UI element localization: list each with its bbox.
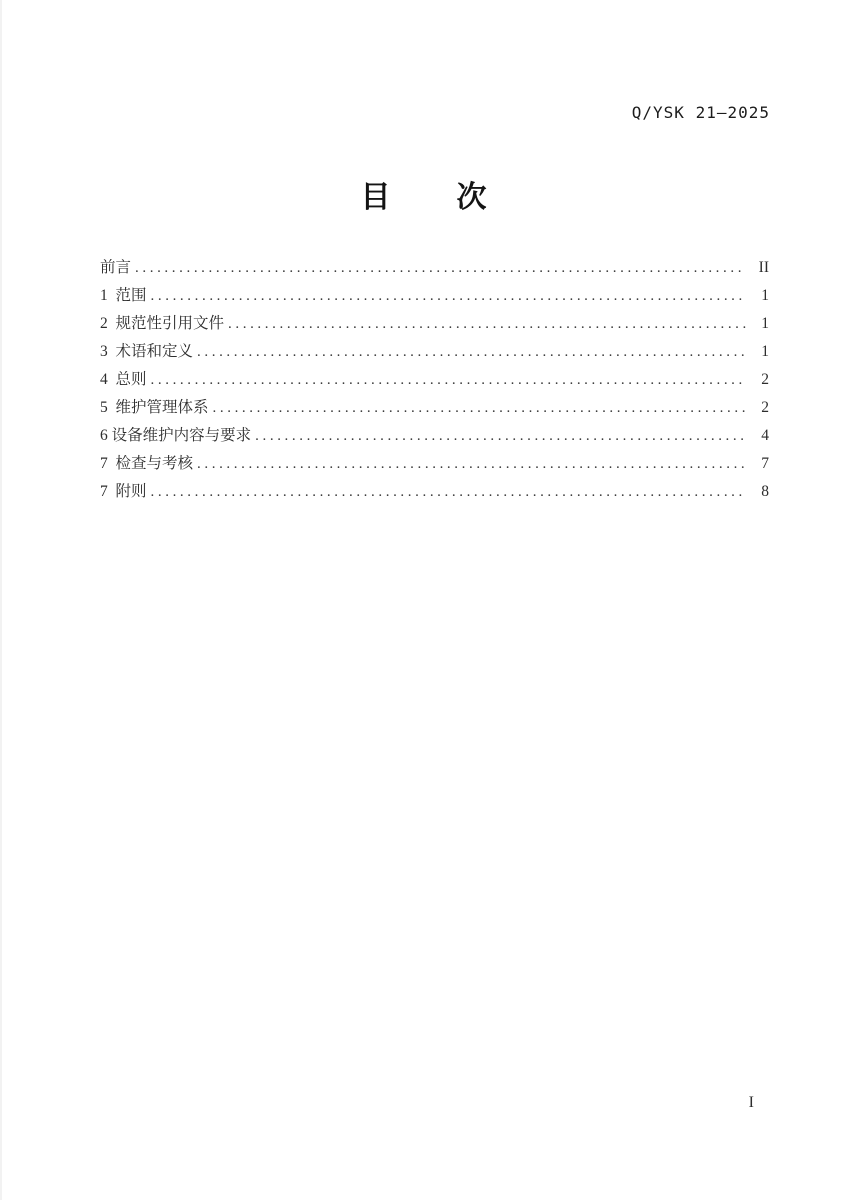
toc-entry-label: 6 设备维护内容与要求	[100, 427, 252, 444]
toc-entry-page-number: 2	[761, 371, 769, 388]
toc-entry	[100, 450, 769, 478]
toc-entry-page-number: 2	[761, 399, 769, 416]
toc-dot-leader	[135, 254, 746, 282]
toc-entry-page-number: 1	[761, 287, 769, 304]
toc-entry-label: 4 总则	[100, 371, 147, 388]
toc-entry-label: 3 术语和定义	[100, 343, 194, 360]
page-number-footer: I	[748, 1094, 754, 1111]
toc-list	[100, 254, 769, 506]
toc-title: 目 次	[360, 181, 489, 214]
toc-dot-leader	[151, 282, 746, 310]
standard-code-header: Q/YSK 21—2025	[631, 103, 770, 122]
toc-entry-page-number: II	[758, 259, 769, 276]
toc-entry-label: 7 检查与考核	[100, 455, 194, 472]
toc-entry-label: 1 范围	[100, 287, 147, 304]
toc-entry	[100, 254, 769, 282]
toc-entry-page-number: 4	[761, 427, 769, 444]
toc-entry	[100, 366, 769, 394]
toc-dot-leader	[197, 450, 746, 478]
toc-dot-leader	[228, 310, 746, 338]
toc-entry	[100, 422, 769, 450]
toc-entry	[100, 310, 769, 338]
toc-entry-label: 2 规范性引用文件	[100, 315, 225, 332]
toc-entry-page-number: 7	[761, 455, 769, 472]
toc-dot-leader	[255, 422, 746, 450]
toc-dot-leader	[151, 478, 746, 506]
toc-dot-leader	[197, 338, 746, 366]
toc-dot-leader	[151, 366, 746, 394]
toc-entry	[100, 338, 769, 366]
toc-entry	[100, 282, 769, 310]
toc-entry-label: 7 附则	[100, 483, 147, 500]
toc-entry-page-number: 8	[761, 483, 769, 500]
toc-entry-page-number: 1	[761, 343, 769, 360]
toc-entry	[100, 478, 769, 506]
toc-entry-page-number: 1	[761, 315, 769, 332]
toc-entry-label: 5 维护管理体系	[100, 399, 209, 416]
toc-entry-label: 前言	[100, 259, 132, 276]
toc-dot-leader	[213, 394, 746, 422]
toc-entry	[100, 394, 769, 422]
